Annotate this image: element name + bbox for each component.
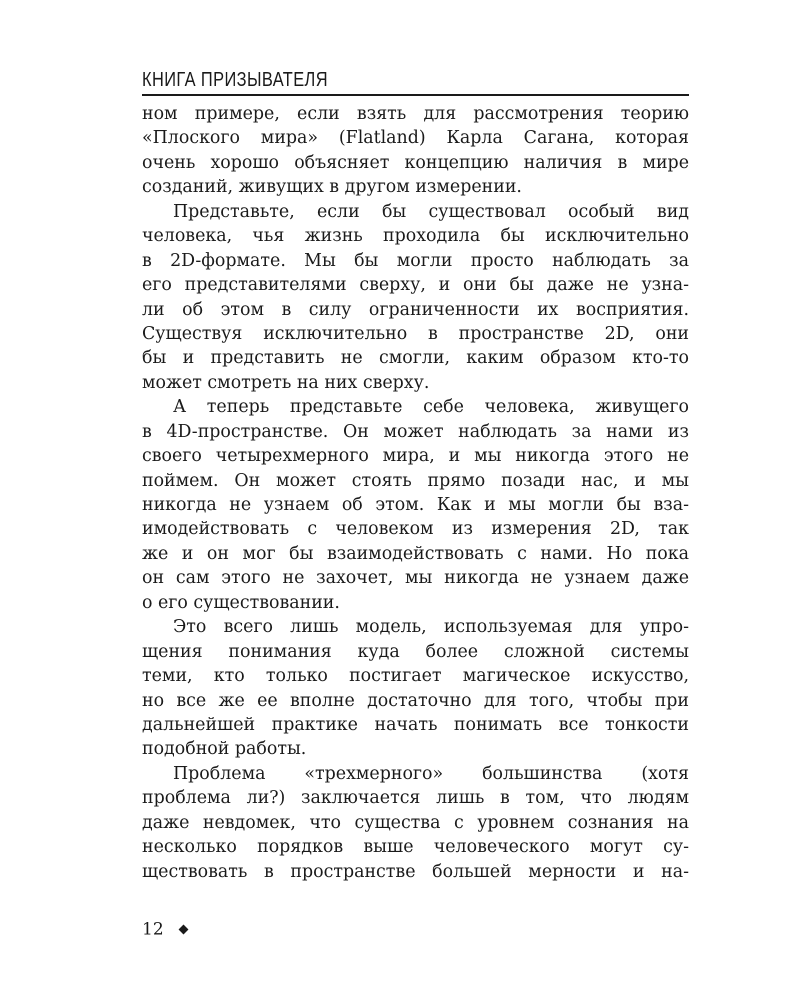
- text-line: в 4D-пространстве. Он может наблюдать за нами из: [142, 421, 689, 442]
- text-line: проблема ли?) заключается лишь в том, что людям: [142, 788, 689, 809]
- text-line: теми, кто только постигает магическое искусство,: [142, 666, 689, 687]
- text-line: ном примере, если взять для рассмотрения теорию: [142, 104, 689, 124]
- text-line: может смотреть на них сверху.: [142, 372, 430, 393]
- running-header: [142, 64, 689, 96]
- text-line: его представителями сверху, и они бы даже не узна-: [142, 275, 689, 296]
- text-line: он сам этого не захочет, мы никогда не узнаем даже: [142, 568, 689, 589]
- text-line: подобной работы.: [142, 739, 307, 760]
- text-line: Проблема «трехмерного» большинства (хотя: [173, 763, 689, 784]
- text-line: в 2D-формате. Мы бы могли просто наблюдать за: [142, 250, 689, 271]
- page-footer: [142, 917, 187, 941]
- text-line: Представьте, если бы существовал особый вид: [173, 201, 689, 222]
- text-line: Это всего лишь модель, используемая для упро-: [173, 617, 689, 638]
- text-line: несколько порядков выше человеческого могут су-: [142, 837, 689, 858]
- text-line: о его существовании.: [142, 592, 340, 613]
- book-page: [142, 64, 689, 964]
- text-line: созданий, живущих в другом измерении.: [142, 177, 522, 198]
- text-line: своего четырехмерного мира, и мы никогда этого не: [142, 446, 689, 467]
- page-number: 12: [142, 919, 164, 940]
- text-line: человека, чья жизнь проходила бы исключительно: [142, 226, 689, 247]
- text-line: ществовать в пространстве большей мерности и на-: [142, 861, 689, 882]
- body-text: [142, 102, 689, 884]
- text-line: даже невдомек, что существа с уровнем сознания на: [142, 812, 689, 833]
- text-line: щения понимания куда более сложной системы: [142, 641, 689, 662]
- diamond-ornament-icon: [178, 925, 188, 935]
- text-line: А теперь представьте себе человека, живущего: [173, 397, 689, 418]
- text-line: поймем. Он может стоять прямо позади нас, и мы: [142, 470, 689, 491]
- text-line: бы и представить не смогли, каким образом кто-то: [142, 348, 689, 369]
- text-line: имодействовать с человеком из измерения 2D, так: [142, 519, 689, 540]
- text-line: Существуя исключительно в пространстве 2D, они: [142, 323, 689, 344]
- running-header-title: КНИГА ПРИЗЫВАТЕЛЯ: [142, 69, 328, 91]
- text-line: же и он мог бы взаимодействовать с нами. Но пока: [142, 543, 689, 564]
- text-line: но все же ее вполне достаточно для того, чтобы при: [142, 690, 689, 711]
- text-line: «Плоского мира» (Flatland) Карла Сагана, которая: [142, 128, 689, 149]
- text-line: никогда не узнаем об этом. Как и мы могли бы вза-: [142, 495, 689, 515]
- text-line: ли об этом в силу ограниченности их восприятия.: [142, 299, 689, 320]
- text-line: дальнейшей практике начать понимать все тонкости: [142, 714, 689, 735]
- text-line: очень хорошо объясняет концепцию наличия в мире: [142, 152, 689, 173]
